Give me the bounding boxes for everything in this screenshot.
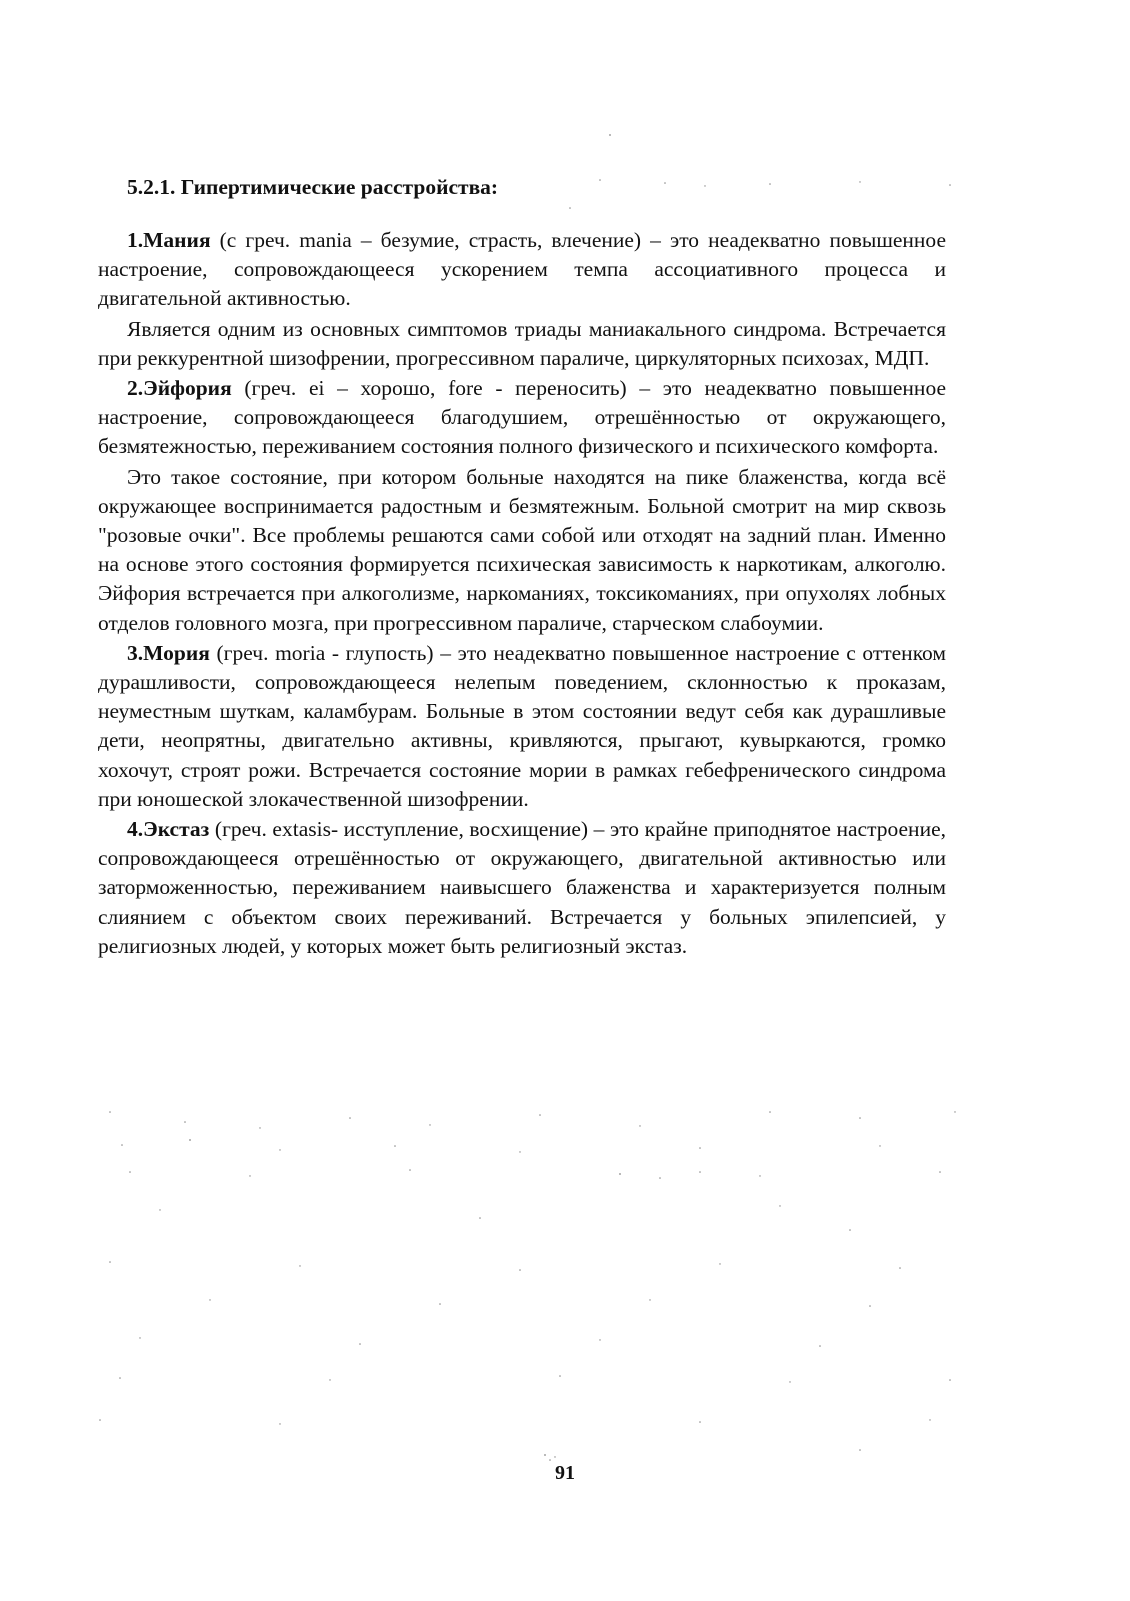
paragraph-text: (с греч. mania – безумие, страсть, влечение) – это неадекватно повышенное настроение, сопровождающееся ускорением темпа ассоциативного процесса и двигательной активностью. [98,228,946,311]
paragraph-text: Это такое состояние, при котором больные находятся на пике блаженства, когда всё окружающее воспринимается радостным и безмятежным. Больной смотрит на мир сквозь "розовые очки". Все проблемы решаются сами собой или отходят на задний план. Именно на основе этого состояния формируется психическая зависимость к наркотикам, алкоголю. Эйфория встречается при алкоголизме, наркоманиях, токсикоманиях, при опухолях лобных отделов головного мозга, при прогрессивном параличе, старческом слабоумии. [98,464,946,635]
paragraph-mania [98,226,946,314]
term-mania: 1.Мания [127,228,211,252]
body-text [98,226,946,961]
term-ecstasy: 4.Экстаз [127,817,210,842]
paragraph-euphoria-details [98,463,946,638]
paragraph-text: (греч. ei – хорошо, fore - переносить) – это неадекватно повышенное настроение, сопровождающееся благодушием, отрешённостью от окружающего, безмятежностью, переживанием состояния полного физического и психического комфорта. [98,376,946,459]
paragraph-moria [98,639,946,814]
term-euphoria: 2.Эйфория [127,376,232,401]
paragraph-ecstasy [98,815,946,961]
term-moria: 3.Мория [127,640,210,665]
paragraph-euphoria [98,374,946,462]
paragraph-text: (греч. extasis- исступление, восхищение) – это крайне приподнятое настроение, сопровождающееся отрешённостью от окружающего, двигательной активностью или заторможенностью, переживанием наивысшего блаженства и характеризуется полным слиянием с объектом своих переживаний. Встречается у больных эпилепсией, у религиозных людей, у которых может быть религиозный экстаз. [98,817,946,958]
paragraph-text: (греч. moria - глупость) – это неадекватно повышенное настроение с оттенком дурашливости, сопровождающееся нелепым поведением, склонностью к проказам, неуместным шуткам, каламбурам. Больные в этом состоянии ведут себя как дурашливые дети, неопрятны, двигательно активны, кривляются, прыгают, кувыркаются, громко хохочут, строят рожи. Встречается состояние мории в рамках гебефренического синдрома при юношеской злокачественной шизофрении. [98,640,946,811]
paragraph-mania-details [98,315,946,373]
paragraph-text: Является одним из основных симптомов триады маниакального синдрома. Встречается при реккурентной шизофрении, прогрессивном параличе, циркуляторных психозах, МДП. [98,316,946,370]
section-heading: 5.2.1. Гипертимические расстройства: [127,175,499,199]
page-number: 91 [555,1462,575,1484]
